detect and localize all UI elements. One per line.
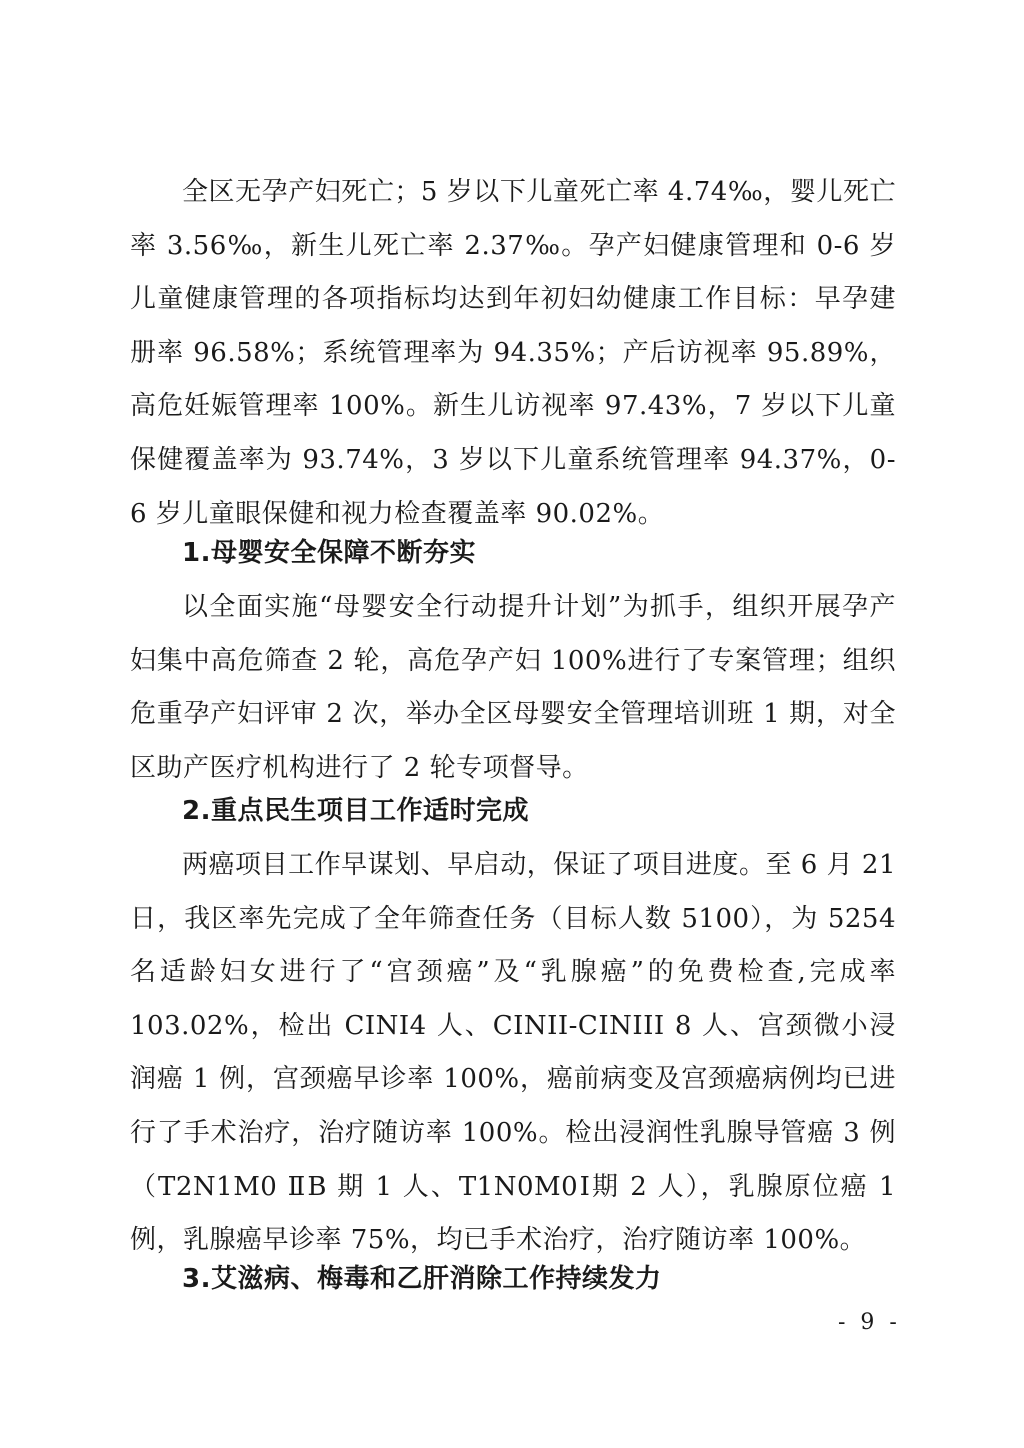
page-number: - 9 - bbox=[838, 1310, 901, 1335]
paragraph-maternal-child-health-stats: 全区无孕产妇死亡；5 岁以下儿童死亡率 4.74‰，婴儿死亡率 3.56‰，新生儿死亡率 2.37‰。孕产妇健康管理和 0-6 岁儿童健康管理的各项指标均达到年初妇幼健康工作目标：早孕建册率 96.58%；系统管理率为 94.35%；产后访视率 95.89%，高危妊娠管理率 100%。新生儿访视率 97.43%，7 岁以下儿童保健覆盖率为 93.74%，3 岁以下儿童系统管理率 94.37%，0-6 岁儿童眼保健和视力检查覆盖率 90.02%。 bbox=[130, 177, 896, 529]
paragraph-maternal-safety: 以全面实施“母婴安全行动提升计划”为抓手，组织开展孕产妇集中高危筛查 2 轮，高危孕产妇 100%进行了专案管理；组织危重孕产妇评审 2 次，举办全区母婴安全管理培训班 1 期，对全区助产医疗机构进行了 2 轮专项督导。 bbox=[130, 592, 896, 783]
paragraph-cancer-screening: 两癌项目工作早谋划、早启动，保证了项目进度。至 6 月 21 日，我区率先完成了全年筛查任务（目标人数 5100），为 5254 名适龄妇女进行了“宫颈癌”及“乳腺癌”的免费检查,完成率 103.02%，检出 CINI4 人、CINII-CINIII 8 人、宫颈微小浸润癌 1 例，宫颈癌早诊率 100%，癌前病变及宫颈癌病例均已进行了手术治疗，治疗随访率 100%。检出浸润性乳腺导管癌 3 例（T2N1M0 ⅡB 期 1 人、T1N0M0Ⅰ期 2 人），乳腺原位癌 1 例，乳腺癌早诊率 75%，均已手术治疗，治疗随访率 100%。 bbox=[130, 850, 896, 1256]
section-heading-aids-syphilis-hepatitis: 3.艾滋病、梅毒和乙肝消除工作持续发力 bbox=[182, 1264, 662, 1294]
section-heading-livelihood-projects: 2.重点民生项目工作适时完成 bbox=[182, 796, 529, 826]
section-heading-maternal-safety: 1.母婴安全保障不断夯实 bbox=[182, 538, 476, 568]
